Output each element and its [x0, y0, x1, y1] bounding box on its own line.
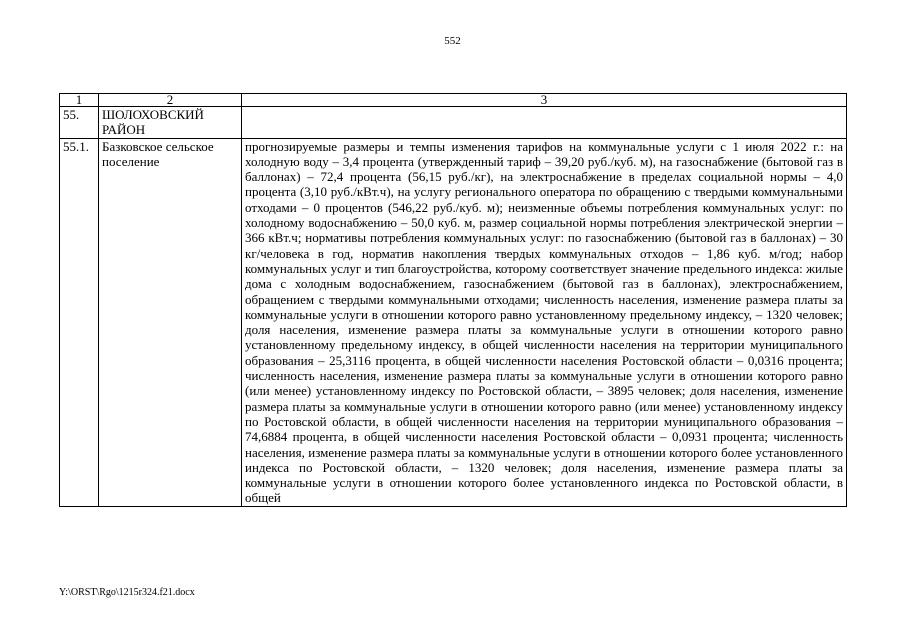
header-col-3: 3: [242, 94, 847, 107]
page-number: 552: [444, 35, 461, 47]
table-header-row: [60, 94, 847, 107]
row-text: прогнозируемые размеры и темпы изменения тарифов на коммунальные услуги с 1 июля 2022 г.: на холодную воду – 3,4 процента (утвержденный тариф – 39,20 руб./куб. м), на газоснабжение (бытовой газ в баллонах) – 72,4 процента (56,15 руб./кг), на электроснабжение в пределах социальной нормы – 4,0 процента (3,10 руб./кВт.ч), на услугу регионального оператора по обращению с твердыми коммунальными отходами – 0 процентов (546,22 руб./куб. м); неизменные объемы потребления коммунальных услуг: по холодному водоснабжению – 50,0 куб. м, размер социальной нормы потребления электрической энергии – 366 кВт.ч; нормативы потребления коммунальных услуг: по газоснабжению (бытовой газ в баллонах) – 30 кг/человека в год, норматив накопления твердых коммунальных отходов – 1,86 куб. м/год; набор коммунальных услуг и тип благоустройства, которому соответствует значение предельного индекса: жилые дома с холодным водоснабжением, газоснабжением (бытовой газ в баллонах), электроснабжением, обращением с твердыми коммунальными отходами; численность населения, изменение размера платы за коммунальные услуги в отношении которого равно установленному предельному индексу, – 1320 человек; доля населения, изменение размера платы за коммунальные услуги в отношении которого равно установленному предельному индексу, в общей численности населения на территории муниципального образования – 25,3116 процента, в общей численности населения Ростовской области – 0,0316 процента; численность населения, изменение размера платы за коммунальные услуги в отношении которого равно (или менее) установленному индексу по Ростовской области, – 3895 человек; доля населения, изменение размера платы за коммунальные услуги в отношении которого равно (или менее) установленному индексу по Ростовской области, в общей численности населения на территории муниципального образования – 74,6884 процента, в общей численности населения Ростовской области – 0,0931 процента; численность населения, изменение размера платы за коммунальные услуги в отношении которого более установленного индекса по Ростовской области, – 1320 человек; доля населения, изменение размера платы за коммунальные услуги в отношении которого более установленного индекса по Ростовской области, в общей: [242, 138, 847, 506]
header-col-1: 1: [60, 94, 99, 107]
header-col-2: 2: [99, 94, 242, 107]
row-number: 55.1.: [60, 138, 99, 506]
row-number: 55.: [60, 107, 99, 139]
row-name: ШОЛОХОВСКИЙ РАЙОН: [99, 107, 242, 139]
footer-file-path: Y:\ORST\Rgo\1215r324.f21.docx: [59, 587, 195, 598]
document-table: [59, 93, 847, 507]
row-text: [242, 107, 847, 139]
table-row: [60, 138, 847, 506]
row-name: Базковское сельское поселение: [99, 138, 242, 506]
table-row: [60, 107, 847, 139]
